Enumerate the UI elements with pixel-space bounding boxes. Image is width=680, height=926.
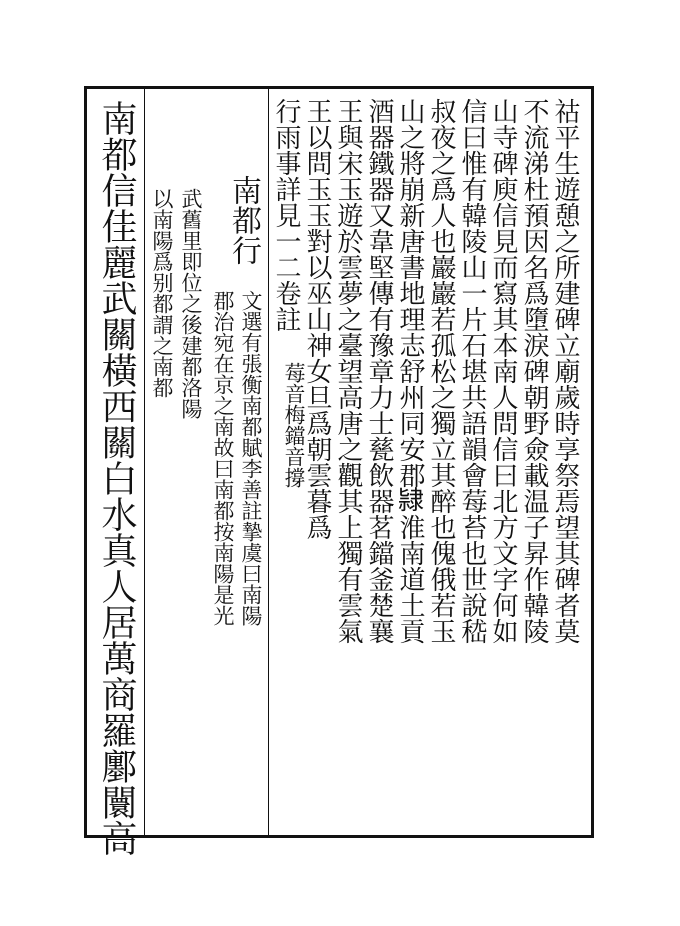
note-column-1: 文選有張衡南都賦李善註摯虞曰南陽 (239, 290, 263, 626)
column-rule (144, 89, 145, 835)
section-title: 南都行 (226, 175, 261, 265)
note-column-2: 郡治宛在京之南故曰南都按南陽是光 (211, 290, 235, 626)
text-column-10: 行雨事詳見一二卷註 (271, 98, 301, 332)
text-column-8: 王與宋玉遊於雲夢之臺望高唐之觀其上獨有雲氣 (333, 98, 363, 644)
text-column-7: 酒器鐵器又韋堅傳有豫章力士甆飲器茗鐺釜楚襄 (364, 98, 394, 644)
text-column-6: 山之將崩新唐書地理志舒州同安郡𨽻淮南道土貢 (395, 98, 425, 644)
text-column-4: 信曰惟有韓陵山一片石堪共語韻會莓苔也世說嵇 (457, 98, 487, 644)
column-rule (268, 89, 269, 835)
poem-line: 南都信佳麗武關橫西關白水真人居萬商羅鄽闤高 (96, 100, 137, 856)
text-column-1: 祜平生遊憩之所建碑立廟歲時享祭焉望其碑者莫 (550, 98, 580, 644)
text-column-9: 王以問玉玉對以巫山神女旦爲朝雲暮爲 (302, 98, 332, 540)
text-column-5: 叔夜之爲人也巖巖若孤松之獨立其醉也傀俄若玉 (426, 98, 456, 644)
text-column-2: 不流涕杜預因名爲墮淚碑朝野僉載温子昇作韓陵 (519, 98, 549, 644)
note-column-3: 武舊里即位之後建都洛陽 (179, 188, 203, 419)
text-column-3: 山寺碑庾信見而寫其本南人問信曰北方文字何如 (488, 98, 518, 644)
frame-inner-rule (591, 86, 592, 838)
note-column-4: 以南陽爲别都謂之南都 (150, 188, 174, 398)
inline-note: 莓音梅鐺音撐 (282, 362, 306, 488)
